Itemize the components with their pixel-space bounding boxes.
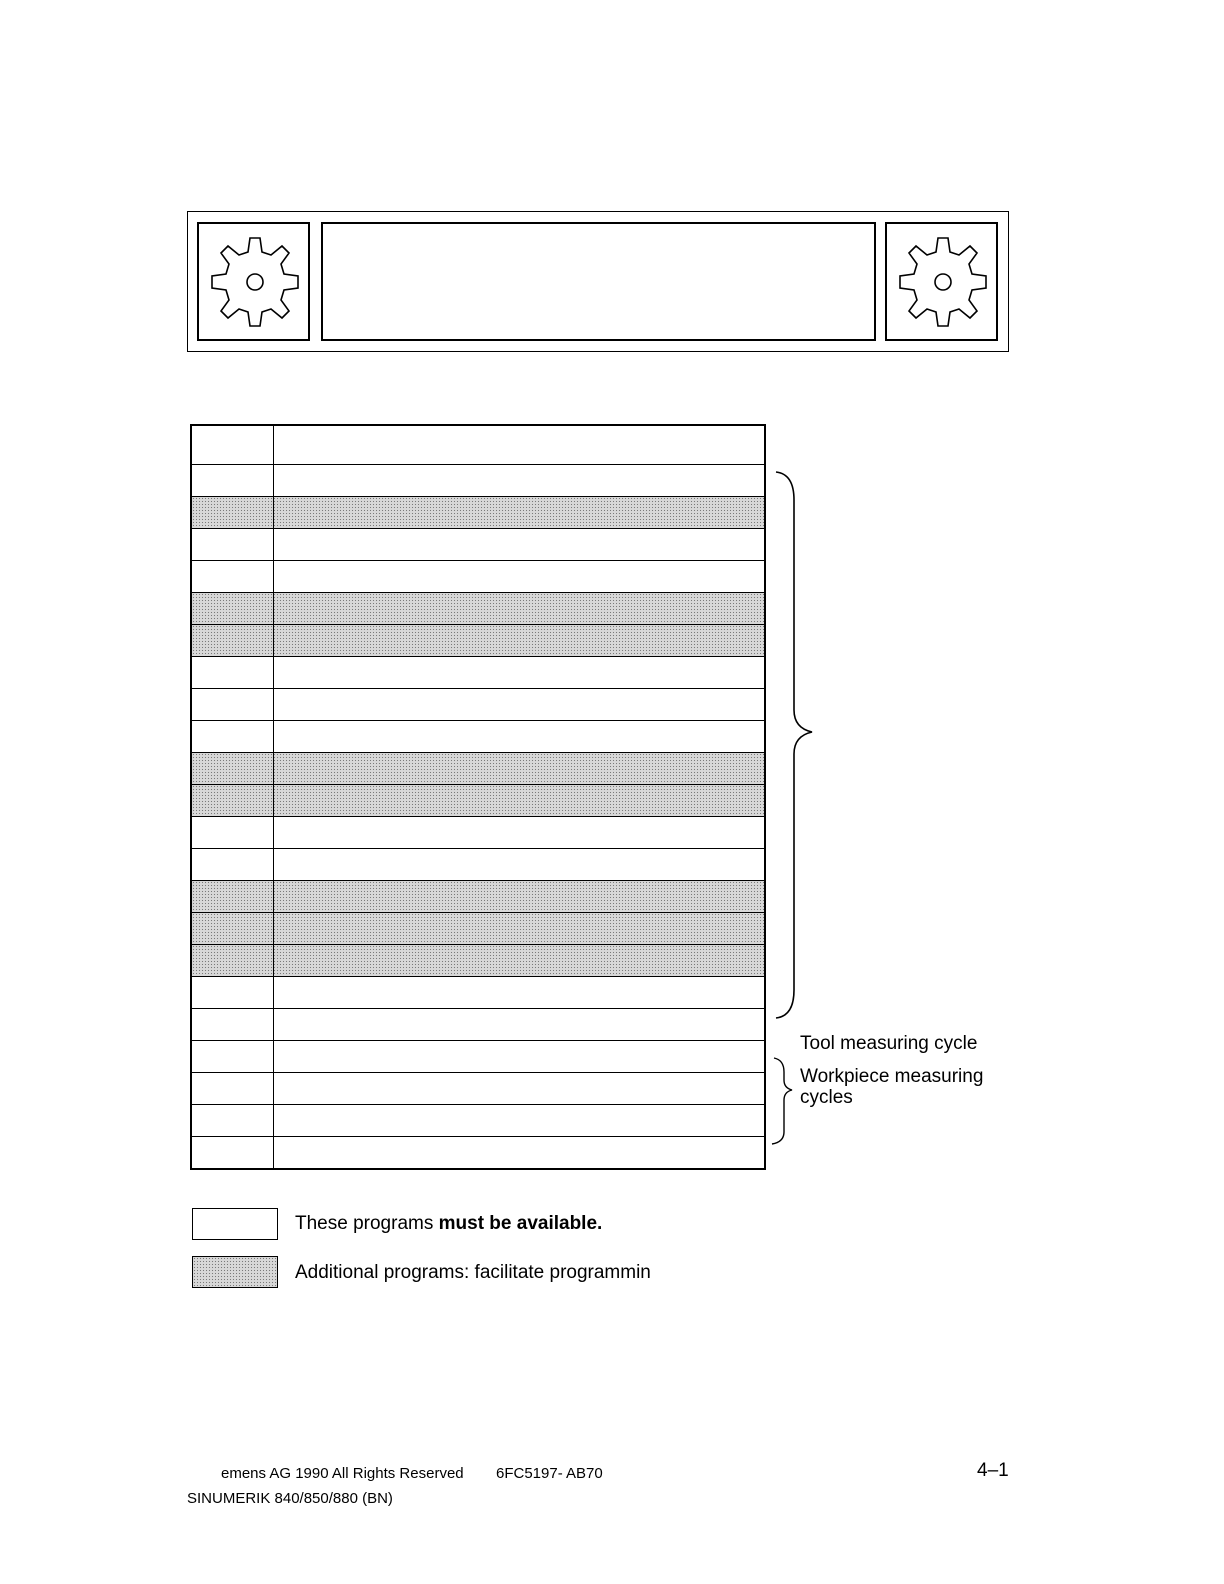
footer-copyright: emens AG 1990 All Rights Reserved: [221, 1465, 464, 1482]
workpiece-measuring-label: [800, 1066, 1000, 1108]
table-cell-code: [192, 849, 274, 880]
table-cell-description: [274, 593, 764, 624]
table-cell-description: [274, 785, 764, 816]
table-cell-description: [274, 426, 764, 464]
table-cell-description: [274, 977, 764, 1008]
table-cell-code: [192, 881, 274, 912]
table-row: [192, 592, 764, 624]
table-cell-code: [192, 1073, 274, 1104]
table-cell-code: [192, 817, 274, 848]
footer-page-number: 4–1: [977, 1460, 1009, 1481]
table-row: [192, 1104, 764, 1136]
table-cell-code: [192, 945, 274, 976]
table-cell-description: [274, 689, 764, 720]
table-cell-code: [192, 689, 274, 720]
legend-required-bold: must be available.: [438, 1213, 603, 1234]
table-row: [192, 816, 764, 848]
table-row: [192, 784, 764, 816]
table-cell-description: [274, 849, 764, 880]
table-row: [192, 1040, 764, 1072]
left-gear-box: [197, 222, 310, 341]
table-row: [192, 912, 764, 944]
grouping-braces: [760, 460, 830, 1160]
right-gear-box: [885, 222, 998, 341]
table-cell-description: [274, 1041, 764, 1072]
table-row: [192, 560, 764, 592]
table-cell-code: [192, 1041, 274, 1072]
table-row: [192, 1136, 764, 1168]
legend-swatch-additional: [192, 1256, 278, 1288]
table-row: [192, 880, 764, 912]
table-row: [192, 528, 764, 560]
table-cell-code: [192, 561, 274, 592]
table-cell-code: [192, 593, 274, 624]
header-banner: [187, 211, 1009, 352]
table-row: [192, 720, 764, 752]
table-cell-code: [192, 657, 274, 688]
table-cell-description: [274, 561, 764, 592]
table-cell-description: [274, 625, 764, 656]
table-cell-code: [192, 465, 274, 496]
large-brace: [776, 472, 812, 1018]
table-row: [192, 624, 764, 656]
table-cell-code: [192, 785, 274, 816]
table-cell-code: [192, 1105, 274, 1136]
table-row: [192, 752, 764, 784]
legend-swatch-required: [192, 1208, 278, 1240]
table-row: [192, 426, 764, 464]
tool-measuring-label: Tool measuring cycle: [800, 1033, 978, 1054]
table-cell-description: [274, 1137, 764, 1168]
small-brace: [772, 1058, 792, 1144]
table-row: [192, 1072, 764, 1104]
table-cell-description: [274, 497, 764, 528]
table-cell-code: [192, 1137, 274, 1168]
table-row: [192, 976, 764, 1008]
program-table: [190, 424, 766, 1170]
table-cell-code: [192, 913, 274, 944]
table-row: [192, 848, 764, 880]
table-cell-description: [274, 1073, 764, 1104]
table-cell-description: [274, 721, 764, 752]
footer-product: SINUMERIK 840/850/880 (BN): [187, 1490, 393, 1507]
table-cell-description: [274, 753, 764, 784]
table-cell-code: [192, 625, 274, 656]
gear-icon: [199, 224, 308, 339]
table-row: [192, 1008, 764, 1040]
table-row: [192, 688, 764, 720]
workpiece-measuring-line1: Workpiece measuring: [800, 1066, 984, 1087]
table-row: [192, 496, 764, 528]
table-cell-code: [192, 497, 274, 528]
table-cell-description: [274, 465, 764, 496]
table-cell-code: [192, 753, 274, 784]
title-box: [321, 222, 876, 341]
workpiece-measuring-line2: cycles: [800, 1087, 853, 1108]
table-cell-description: [274, 945, 764, 976]
table-row: [192, 944, 764, 976]
gear-icon: [887, 224, 996, 339]
table-cell-description: [274, 529, 764, 560]
table-cell-description: [274, 657, 764, 688]
table-cell-code: [192, 721, 274, 752]
legend-required-prefix: These programs: [295, 1213, 439, 1234]
table-cell-code: [192, 977, 274, 1008]
table-row: [192, 656, 764, 688]
table-cell-description: [274, 913, 764, 944]
table-cell-code: [192, 1009, 274, 1040]
legend-required-text: [295, 1213, 602, 1235]
table-cell-description: [274, 881, 764, 912]
table-cell-description: [274, 1009, 764, 1040]
table-cell-description: [274, 1105, 764, 1136]
legend-additional-text: Additional programs: facilitate programmin: [295, 1262, 651, 1283]
table-cell-code: [192, 529, 274, 560]
table-row: [192, 464, 764, 496]
table-cell-description: [274, 817, 764, 848]
footer-order-number: 6FC5197- AB70: [496, 1465, 603, 1482]
table-cell-code: [192, 426, 274, 464]
